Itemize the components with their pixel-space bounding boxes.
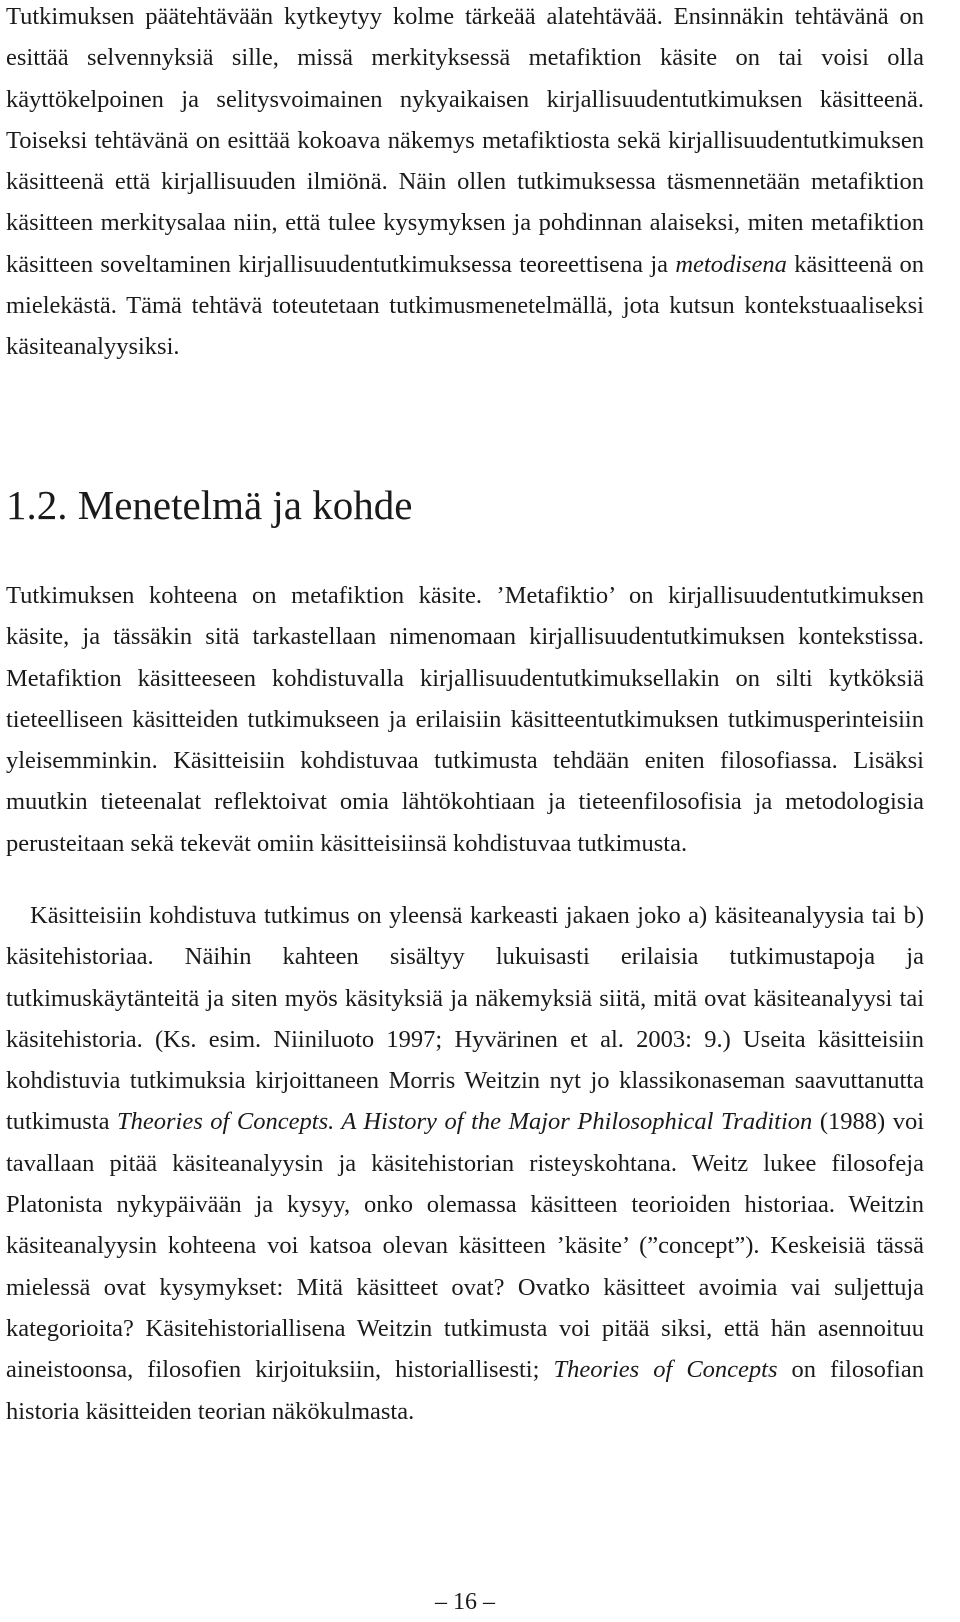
paragraph-1-text-b: käsitteenä on mielekästä. Tämä tehtävä toteutetaan tutkimusmenetelmällä, jota kutsun kontekstuaaliseksi käsiteanalyysiksi.: [6, 250, 925, 361]
body-paragraph-2: Tutkimuksen kohteena on metafiktion käsite. ’Metafiktio’ on kirjallisuudentutkimuksen käsite, ja tässäkin sitä tarkastellaan nimenomaan kirjallisuudentutkimuksen kontekstissa. Metafiktion käsitteeseen kohdistuvalla kirjallisuudentutkimuksellakin on silti kytköksiä tieteelliseen käsitteiden tutkimukseen ja erilaisiin käsitteentutkimuksen tutkimusperinteisiin yleisemminkin. Käsitteisiin kohdistuvaa tutkimusta tehdään eniten filosofiassa. Lisäksi muutkin tieteenalat reflektoivat omia lähtökohtiaan ja tieteenfilosofisia ja metodologisia perusteitaan sekä tekevät omiin käsitteisiinsä kohdistuvaa tutkimusta.: [6, 582, 924, 857]
paragraph-3-text-a: Käsitteisiin kohdistuva tutkimus on yleensä karkeasti jakaen joko a) käsiteanalyysia tai b) käsitehistoriaa. Näihin kahteen sisältyy lukuisasti erilaisia tutkimustapoja ja tutkimuskäytänteitä ja siten myös käsityksiä ja näkemyksiä siitä, mitä ovat käsiteanalyysi tai käsitehistoria. (Ks. esim. Niiniluoto 1997; Hyvärinen et al. 2003: 9.) Useita käsitteisiin kohdistuvia tutkimuksia kirjoittaneen Morris Weitzin nyt jo klassikonaseman saavuttanutta tutkimusta: [6, 902, 924, 1136]
body-paragraph-1: [6, 0, 924, 368]
body-paragraph-3: [6, 895, 924, 1432]
paragraph-1-italic-term: metodisena: [675, 250, 787, 278]
paragraph-3-italic-book-title: Theories of Concepts. A History of the Major Philosophical Tradition: [117, 1108, 813, 1136]
section-heading: 1.2. Menetelmä ja kohde: [6, 482, 413, 528]
paragraph-1-text-a: Tutkimuksen päätehtävään kytkeytyy kolme tärkeää alatehtävää. Ensinnäkin tehtävänä on esittää selvennyksiä sille, missä merkityksessä metafiktion käsite on tai voisi olla käyttökelpoinen ja selitysvoimainen nykyaikaisen kirjallisuudentutkimuksen käsitteenä. Toiseksi tehtävänä on esittää kokoava näkemys metafiktiosta sekä kirjallisuudentutkimuksen käsitteenä että kirjallisuuden ilmiönä. Näin ollen tutkimuksessa täsmennetään metafiktion käsitteen merkitysalaa niin, että tulee kysymyksen ja pohdinnan alaiseksi, miten metafiktion käsitteen soveltaminen kirjallisuudentutkimuksessa teoreettisena ja: [6, 3, 924, 278]
page-number: – 16 –: [435, 1589, 495, 1615]
paragraph-3-text-c: on filosofian historia käsitteiden teorian näkökulmasta.: [6, 1356, 924, 1425]
paragraph-3-text-b: (1988) voi tavallaan pitää käsiteanalyysin ja käsitehistorian risteyskohtana. Weitz lukee filosofeja Platonista nykypäivään ja kysyy, onko olemassa käsitteen teorioiden historiaa. Weitzin käsiteanalyysin kohteena voi katsoa olevan käsitteen ’käsite’ (”concept”). Keskeisiä tässä mielessä ovat kysymykset: Mitä käsitteet ovat? Ovatko käsitteet avoimia vai suljettuja kategorioita? Käsitehistoriallisena Weitzin tutkimusta voi pitää siksi, että hän asennoituu aineistoonsa, filosofien kirjoituksiin, historiallisesti;: [6, 1108, 924, 1384]
paragraph-3-italic-book-title-short: Theories of Concepts: [553, 1356, 778, 1384]
